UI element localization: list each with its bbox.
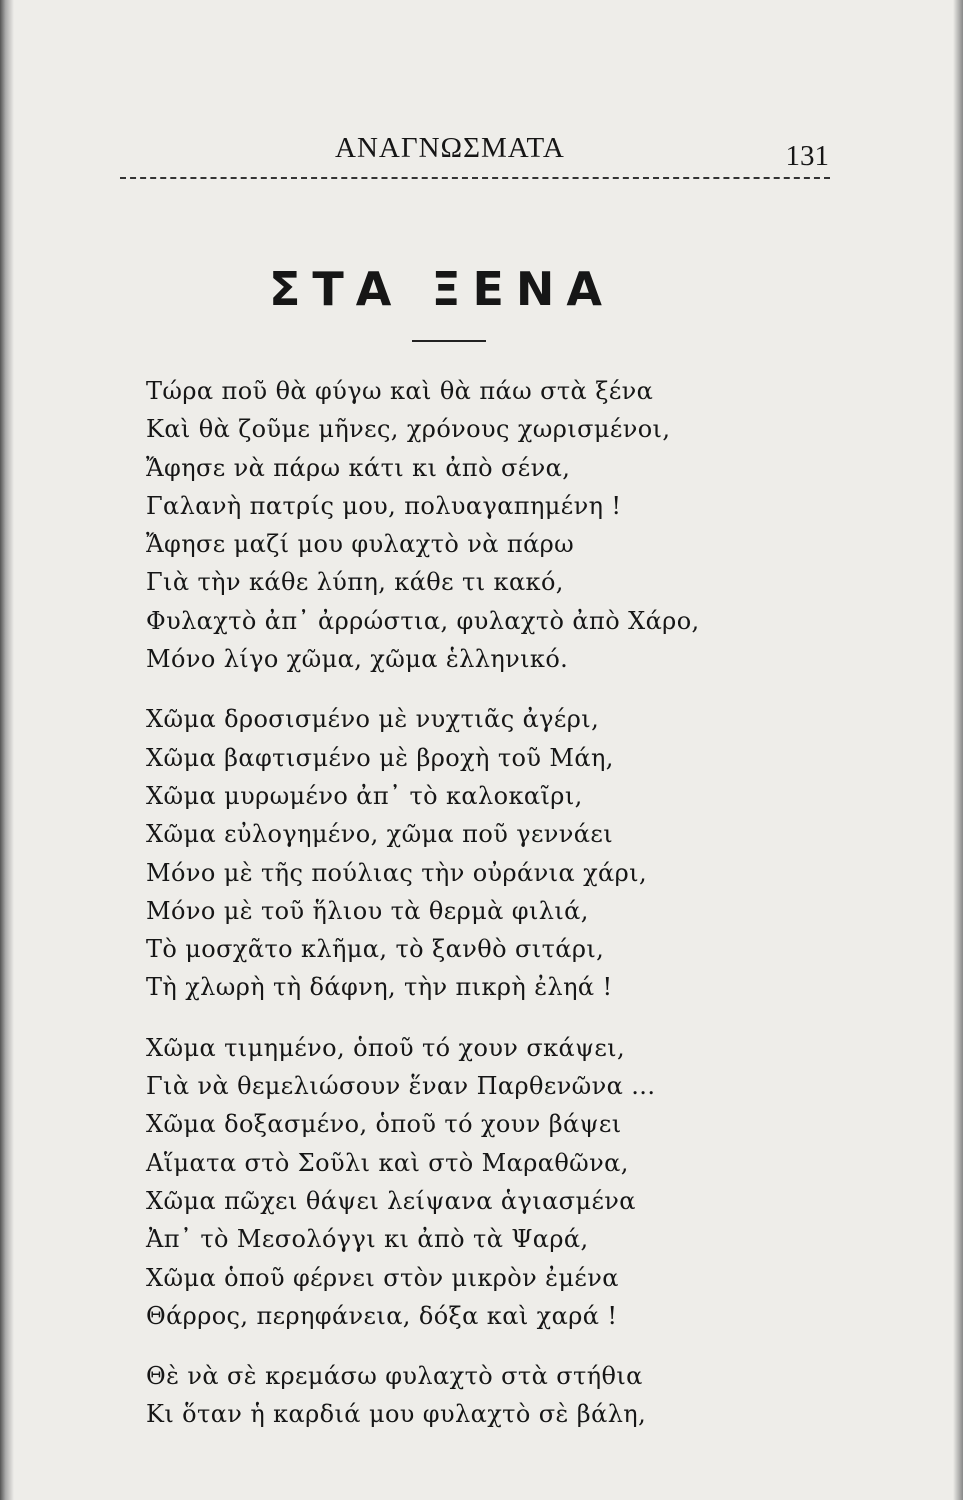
poem-line: Ἄφησε νὰ πάρω κάτι κι ἀπὸ σένα, bbox=[146, 453, 571, 482]
poem-line: Χῶμα βαφτισμένο μὲ βροχὴ τοῦ Μάη, bbox=[146, 743, 614, 772]
poem-line: Χῶμα μυρωμένο ἀπ᾿ τὸ καλοκαῖρι, bbox=[146, 781, 583, 810]
poem-line: Θάρρος, περηφάνεια, δόξα καὶ χαρά ! bbox=[146, 1301, 618, 1330]
poem-line: Κι ὅταν ἡ καρδιά μου φυλαχτὸ σὲ βάλη, bbox=[146, 1400, 647, 1429]
poem-line: Χῶμα τιμημένο, ὁποῦ τό χουν σκάψει, bbox=[146, 1033, 626, 1062]
title-rule bbox=[412, 340, 486, 342]
running-title: ΑΝΑΓΝΩΣΜΑΤΑ bbox=[335, 132, 565, 164]
poem-line: Θὲ νὰ σὲ κρεμάσω φυλαχτὸ στὰ στήθια bbox=[146, 1362, 643, 1391]
poem-line: Ἀπ᾿ τὸ Μεσολόγγι κι ἀπὸ τὰ Ψαρά, bbox=[146, 1225, 589, 1254]
page-header bbox=[120, 128, 835, 174]
page-right-edge bbox=[953, 0, 963, 1500]
poem-line: Χῶμα ὁποῦ φέρνει στὸν μικρὸν ἐμένα bbox=[146, 1263, 619, 1292]
stanza bbox=[146, 1357, 846, 1434]
stanza bbox=[146, 700, 846, 1006]
poem-line: Αἵματα στὸ Σοῦλι καὶ στὸ Μαραθῶνα, bbox=[146, 1148, 629, 1177]
poem-line: Χῶμα εὐλογημένο, χῶμα ποῦ γεννάει bbox=[146, 820, 614, 849]
stanza bbox=[146, 1029, 846, 1335]
page-number: 131 bbox=[785, 140, 829, 172]
poem-line: Μόνο μὲ τοῦ ἥλιου τὰ θερμὰ φιλιά, bbox=[146, 896, 589, 925]
poem-line: Χῶμα πῶχει θάψει λείψανα ἁγιασμένα bbox=[146, 1186, 636, 1215]
poem-line: Φυλαχτὸ ἀπ᾿ ἀρρώστια, φυλαχτὸ ἀπὸ Χάρο, bbox=[146, 606, 700, 635]
poem-line: Γιὰ νὰ θεμελιώσουν ἕναν Παρθενῶνα ... bbox=[146, 1072, 656, 1101]
stanza bbox=[146, 372, 846, 678]
poem-line: Γιὰ τὴν κάθε λύπη, κάθε τι κακό, bbox=[146, 568, 564, 597]
poem-line: Ἄφησε μαζί μου φυλαχτὸ νὰ πάρω bbox=[146, 530, 575, 559]
page-left-edge bbox=[0, 0, 14, 1500]
poem-line: Τὸ μοσχᾶτο κλῆμα, τὸ ξανθὸ σιτάρι, bbox=[146, 935, 605, 964]
poem-line: Μόνο λίγο χῶμα, χῶμα ἑλληνικό. bbox=[146, 645, 569, 674]
poem-line: Καὶ θὰ ζοῦμε μῆνες, χρόνους χωρισμένοι, bbox=[146, 415, 671, 444]
poem-line: Μόνο μὲ τῆς πούλιας τὴν οὐράνια χάρι, bbox=[146, 858, 647, 887]
poem-line: Τώρα ποῦ θὰ φύγω καὶ θὰ πάω στὰ ξένα bbox=[146, 377, 654, 405]
poem-line: Τὴ χλωρὴ τὴ δάφνη, τὴν πικρὴ ἐληά ! bbox=[146, 973, 613, 1002]
header-rule bbox=[120, 177, 830, 179]
poem-line: Γαλανὴ πατρίς μου, πολυαγαπημένη ! bbox=[146, 491, 622, 520]
poem-line: Χῶμα δοξασμένο, ὁποῦ τό χουν βάψει bbox=[146, 1110, 622, 1139]
poem-line: Χῶμα δροσισμένο μὲ νυχτιᾶς ἀγέρι, bbox=[146, 705, 600, 734]
poem-body bbox=[146, 372, 846, 1456]
poem-title: ΣΤΑ ΞΕΝΑ bbox=[268, 262, 614, 316]
